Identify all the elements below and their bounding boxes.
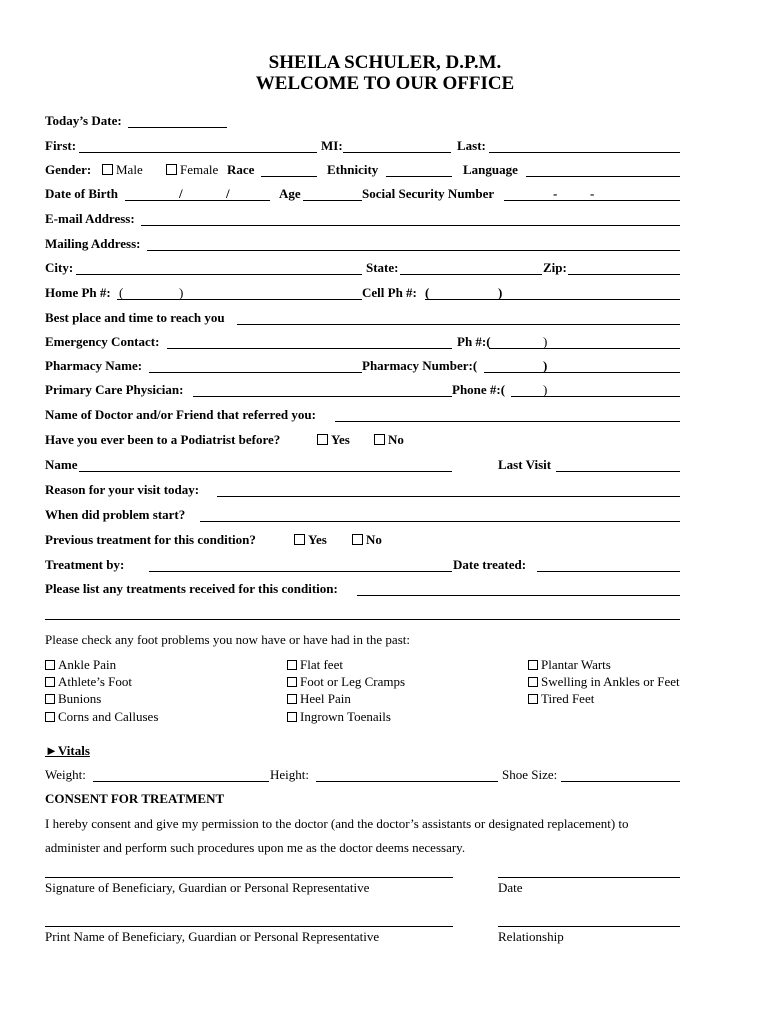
podiatrist-question: Have you ever been to a Podiatrist before?	[45, 432, 281, 447]
shoe-size-field[interactable]	[561, 781, 680, 782]
pharmacy-name-label: Pharmacy Name:	[45, 358, 143, 373]
emergency-phone-label: Ph #:(	[457, 334, 491, 349]
race-field[interactable]	[261, 176, 317, 177]
podiatrist-yes-option[interactable]	[317, 431, 350, 449]
female-checkbox[interactable]	[166, 164, 177, 175]
checkbox[interactable]	[528, 694, 538, 704]
foot-problem-flat-feet[interactable]	[287, 656, 343, 673]
foot-problem-label: Corns and Calluses	[58, 709, 159, 724]
dob-row	[45, 185, 680, 205]
height-label: Height:	[270, 767, 309, 782]
city-row	[45, 259, 680, 279]
date-treated-field[interactable]	[537, 571, 680, 572]
referred-label: Name of Doctor and/or Friend that referred you:	[45, 407, 316, 422]
email-field[interactable]	[141, 225, 680, 226]
foot-problem-cramps[interactable]	[287, 673, 405, 690]
foot-problems-intro: Please check any foot problems you now have or have had in the past:	[45, 632, 410, 647]
treatment-by-label: Treatment by:	[45, 557, 125, 572]
podiatrist-no-checkbox[interactable]	[374, 434, 385, 445]
weight-label: Weight:	[45, 767, 86, 782]
cell-phone-label: Cell Ph #:	[362, 285, 417, 300]
podiatrist-no-label: No	[388, 432, 404, 447]
treatment-no-label: No	[366, 532, 382, 547]
foot-problem-corns[interactable]	[45, 708, 158, 725]
checkbox[interactable]	[45, 660, 55, 670]
treatment-by-field[interactable]	[149, 571, 452, 572]
office-name: SHEILA SCHULER, D.P.M.	[268, 52, 502, 73]
ssn-separator-1: -	[553, 186, 558, 201]
podiatrist-row	[45, 431, 680, 451]
checkbox[interactable]	[287, 712, 297, 722]
pharmacy-row	[45, 357, 680, 377]
name-row	[45, 137, 680, 157]
ssn-separator-2: -	[590, 186, 595, 201]
dob-field[interactable]	[125, 200, 270, 201]
checkbox[interactable]	[45, 694, 55, 704]
home-phone-field[interactable]	[117, 299, 362, 300]
foot-problem-heel-pain[interactable]	[287, 690, 351, 707]
last-name-label: Last:	[457, 138, 486, 153]
male-label: Male	[116, 162, 143, 177]
foot-problem-bunions[interactable]	[45, 690, 101, 707]
foot-problem-tired-feet[interactable]	[528, 690, 594, 707]
foot-problem-ankle-pain[interactable]	[45, 656, 116, 673]
checkbox[interactable]	[45, 712, 55, 722]
email-label: E-mail Address:	[45, 211, 135, 226]
treatments-list-label: Please list any treatments received for this condition:	[45, 581, 338, 596]
pharmacy-number-close: )	[543, 358, 548, 373]
pcp-label: Primary Care Physician:	[45, 382, 184, 397]
language-label: Language	[463, 162, 518, 177]
weight-field[interactable]	[93, 781, 269, 782]
best-place-row	[45, 309, 680, 329]
previous-treatment-question: Previous treatment for this condition?	[45, 532, 256, 547]
shoe-size-label: Shoe Size:	[502, 767, 558, 782]
mailing-field[interactable]	[147, 250, 680, 251]
foot-problem-ingrown-toenails[interactable]	[287, 708, 391, 725]
previous-treatment-row	[45, 531, 680, 551]
previous-podiatrist-name-label: Name	[45, 457, 78, 472]
treatments-list-extra-line[interactable]	[45, 619, 680, 620]
signature-field[interactable]	[45, 877, 453, 878]
checkbox[interactable]	[45, 677, 55, 687]
foot-problem-label: Flat feet	[300, 657, 343, 672]
print-name-caption: Print Name of Beneficiary, Guardian or Personal Representative	[45, 929, 380, 944]
relationship-caption: Relationship	[498, 929, 564, 944]
age-label: Age	[279, 186, 301, 201]
reason-label: Reason for your visit today:	[45, 482, 200, 497]
emergency-phone-close: )	[543, 334, 548, 349]
pharmacy-number-label: Pharmacy Number:(	[362, 358, 478, 373]
foot-problem-label: Heel Pain	[300, 691, 351, 706]
emergency-label: Emergency Contact:	[45, 334, 160, 349]
phone-row	[45, 284, 680, 304]
problem-start-row	[45, 506, 680, 526]
podiatrist-yes-label: Yes	[331, 432, 350, 447]
treatment-yes-option[interactable]	[294, 531, 327, 549]
todays-date-label: Today’s Date:	[45, 113, 122, 128]
referred-field[interactable]	[335, 421, 680, 422]
home-phone-close: )	[179, 285, 184, 300]
male-option[interactable]	[102, 161, 143, 179]
emergency-phone-field[interactable]	[489, 348, 680, 349]
vitals-heading: ►Vitals	[45, 743, 90, 758]
city-label: City:	[45, 260, 74, 275]
last-visit-field[interactable]	[556, 471, 680, 472]
language-field[interactable]	[526, 176, 680, 177]
foot-problem-label: Swelling in Ankles or Feet	[541, 674, 680, 689]
signature-date-field[interactable]	[498, 877, 680, 878]
problem-start-label: When did problem start?	[45, 507, 186, 522]
ssn-label: Social Security Number	[362, 186, 495, 201]
print-name-field[interactable]	[45, 926, 453, 927]
reason-field[interactable]	[217, 496, 680, 497]
pcp-row	[45, 381, 680, 401]
treatment-by-row	[45, 556, 680, 576]
welcome-title: WELCOME TO OUR OFFICE	[255, 73, 515, 94]
state-field[interactable]	[400, 274, 542, 275]
home-phone-label: Home Ph #:	[45, 285, 111, 300]
pcp-phone-close: )	[543, 382, 548, 397]
male-checkbox[interactable]	[102, 164, 113, 175]
gender-label: Gender:	[45, 162, 92, 177]
cell-phone-close: )	[498, 285, 503, 300]
foot-problem-label: Athlete’s Foot	[58, 674, 133, 689]
foot-problem-label: Ingrown Toenails	[300, 709, 391, 724]
treatment-no-checkbox[interactable]	[352, 534, 363, 545]
checkbox[interactable]	[528, 677, 538, 687]
cell-phone-open: (	[425, 285, 430, 300]
age-field[interactable]	[303, 200, 362, 201]
best-place-label: Best place and time to reach you	[45, 310, 225, 325]
foot-problem-label: Foot or Leg Cramps	[300, 674, 406, 689]
treatment-no-option[interactable]	[352, 531, 382, 549]
gender-row	[45, 161, 680, 181]
consent-text-line-2: administer and perform such procedures upon me as the doctor deems necessary.	[45, 840, 466, 855]
female-label: Female	[180, 162, 219, 177]
todays-date-field[interactable]	[128, 127, 227, 128]
ethnicity-label: Ethnicity	[327, 162, 379, 177]
female-option[interactable]	[166, 161, 218, 179]
vitals-row	[45, 766, 680, 786]
race-label: Race	[227, 162, 255, 177]
treatment-yes-checkbox[interactable]	[294, 534, 305, 545]
todays-date-row	[45, 112, 680, 132]
emergency-field[interactable]	[167, 348, 452, 349]
pharmacy-number-field[interactable]	[484, 372, 680, 373]
referred-row	[45, 406, 680, 426]
last-visit-label: Last Visit	[498, 457, 552, 472]
date-treated-label: Date treated:	[453, 557, 527, 572]
mailing-row	[45, 235, 680, 255]
first-name-field[interactable]	[79, 152, 317, 153]
emergency-row	[45, 333, 680, 353]
last-name-field[interactable]	[489, 152, 680, 153]
mi-label: MI:	[321, 138, 343, 153]
mailing-label: Mailing Address:	[45, 236, 141, 251]
relationship-field[interactable]	[498, 926, 680, 927]
podiatrist-no-option[interactable]	[374, 431, 404, 449]
treatment-yes-label: Yes	[308, 532, 327, 547]
dob-separator-1: /	[179, 186, 183, 201]
pharmacy-name-field[interactable]	[149, 372, 362, 373]
problem-start-field[interactable]	[200, 521, 680, 522]
checkbox[interactable]	[287, 677, 297, 687]
checkbox[interactable]	[528, 660, 538, 670]
foot-problem-label: Ankle Pain	[58, 657, 117, 672]
pcp-phone-field[interactable]	[511, 396, 680, 397]
home-phone-open: (	[119, 285, 124, 300]
foot-problem-swelling[interactable]	[528, 673, 680, 690]
city-field[interactable]	[76, 274, 362, 275]
consent-heading: CONSENT FOR TREATMENT	[45, 791, 225, 806]
foot-problem-label: Bunions	[58, 691, 102, 706]
signature-date-caption: Date	[498, 880, 523, 895]
foot-problem-plantar-warts[interactable]	[528, 656, 611, 673]
treatments-list-field[interactable]	[357, 595, 680, 596]
height-field[interactable]	[316, 781, 498, 782]
reason-row	[45, 481, 680, 501]
podiatrist-yes-checkbox[interactable]	[317, 434, 328, 445]
email-row	[45, 210, 680, 230]
pcp-field[interactable]	[193, 396, 452, 397]
pcp-phone-label: Phone #:(	[452, 382, 506, 397]
ethnicity-field[interactable]	[386, 176, 452, 177]
cell-phone-field[interactable]	[425, 299, 680, 300]
signature-caption: Signature of Beneficiary, Guardian or Personal Representative	[45, 880, 370, 895]
checkbox[interactable]	[287, 694, 297, 704]
state-label: State:	[366, 260, 399, 275]
dob-separator-2: /	[226, 186, 230, 201]
consent-text-line-1: I hereby consent and give my permission to the doctor (and the doctor’s assistants or designated replacement) to	[45, 816, 629, 831]
foot-problem-label: Plantar Warts	[541, 657, 611, 672]
dob-label: Date of Birth	[45, 186, 118, 201]
zip-field[interactable]	[568, 274, 680, 275]
zip-label: Zip:	[543, 260, 567, 275]
previous-podiatrist-row	[45, 456, 680, 476]
mi-field[interactable]	[343, 152, 451, 153]
treatments-list-row	[45, 580, 680, 600]
foot-problem-label: Tired Feet	[541, 691, 595, 706]
previous-podiatrist-name-field[interactable]	[79, 471, 452, 472]
first-name-label: First:	[45, 138, 77, 153]
foot-problem-athletes-foot[interactable]	[45, 673, 132, 690]
best-place-field[interactable]	[237, 324, 680, 325]
checkbox[interactable]	[287, 660, 297, 670]
